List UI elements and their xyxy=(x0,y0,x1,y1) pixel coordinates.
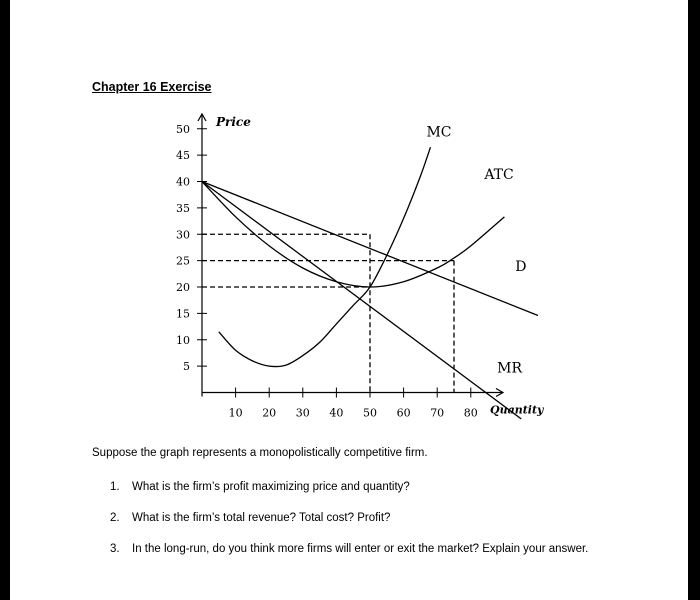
series-d-line xyxy=(202,182,538,316)
economics-chart xyxy=(10,0,688,440)
series-atc-curve xyxy=(202,182,504,288)
y-tick-label: 25 xyxy=(176,254,190,268)
question-number: 3. xyxy=(110,543,120,555)
curve-label-atc: ATC xyxy=(484,166,514,183)
y-tick-label: 20 xyxy=(176,281,190,294)
question-item xyxy=(110,480,610,495)
question-text: What is the firm’s profit maximizing price and quantity? xyxy=(132,481,410,493)
y-axis-title: Price xyxy=(216,115,251,129)
y-tick-label: 35 xyxy=(176,201,190,215)
y-tick-label: 50 xyxy=(176,122,190,136)
curve-label-mc: MC xyxy=(426,124,452,141)
y-tick-label: 5 xyxy=(183,360,190,374)
page-title: Chapter 16 Exercise xyxy=(92,80,212,94)
y-tick-label: 10 xyxy=(176,333,190,347)
x-axis-title: Quantity xyxy=(490,403,544,417)
y-tick-label: 30 xyxy=(176,228,190,242)
x-tick-label: 10 xyxy=(228,406,243,420)
x-tick-label: 80 xyxy=(463,406,478,420)
x-tick-label: 40 xyxy=(329,406,344,420)
series-mr-line xyxy=(202,182,521,419)
curve-label-mr: MR xyxy=(497,360,523,377)
question-item xyxy=(110,542,610,557)
dashed-guides xyxy=(202,234,454,392)
y-tick-label: 15 xyxy=(176,307,190,321)
question-prompt: Suppose the graph represents a monopolistically competitive firm. xyxy=(92,447,428,459)
question-list xyxy=(110,480,610,557)
curve-label-d: D xyxy=(515,259,527,276)
page xyxy=(10,0,688,600)
y-tick-label: 40 xyxy=(176,175,190,189)
y-tick-label: 45 xyxy=(176,149,190,163)
x-tick-label: 70 xyxy=(430,406,445,420)
x-tick-label: 60 xyxy=(396,406,411,420)
question-item xyxy=(110,511,610,526)
labels xyxy=(176,115,545,420)
series-mc-curve xyxy=(219,147,431,366)
question-number: 2. xyxy=(110,512,120,524)
question-text: In the long-run, do you think more firms will enter or exit the market? Explain your answer. xyxy=(132,543,589,555)
x-tick-label: 20 xyxy=(262,406,277,420)
question-number: 1. xyxy=(110,481,120,493)
x-tick-label: 30 xyxy=(295,406,310,420)
question-text: What is the firm’s total revenue? Total cost? Profit? xyxy=(132,512,391,524)
x-tick-label: 50 xyxy=(363,406,377,420)
